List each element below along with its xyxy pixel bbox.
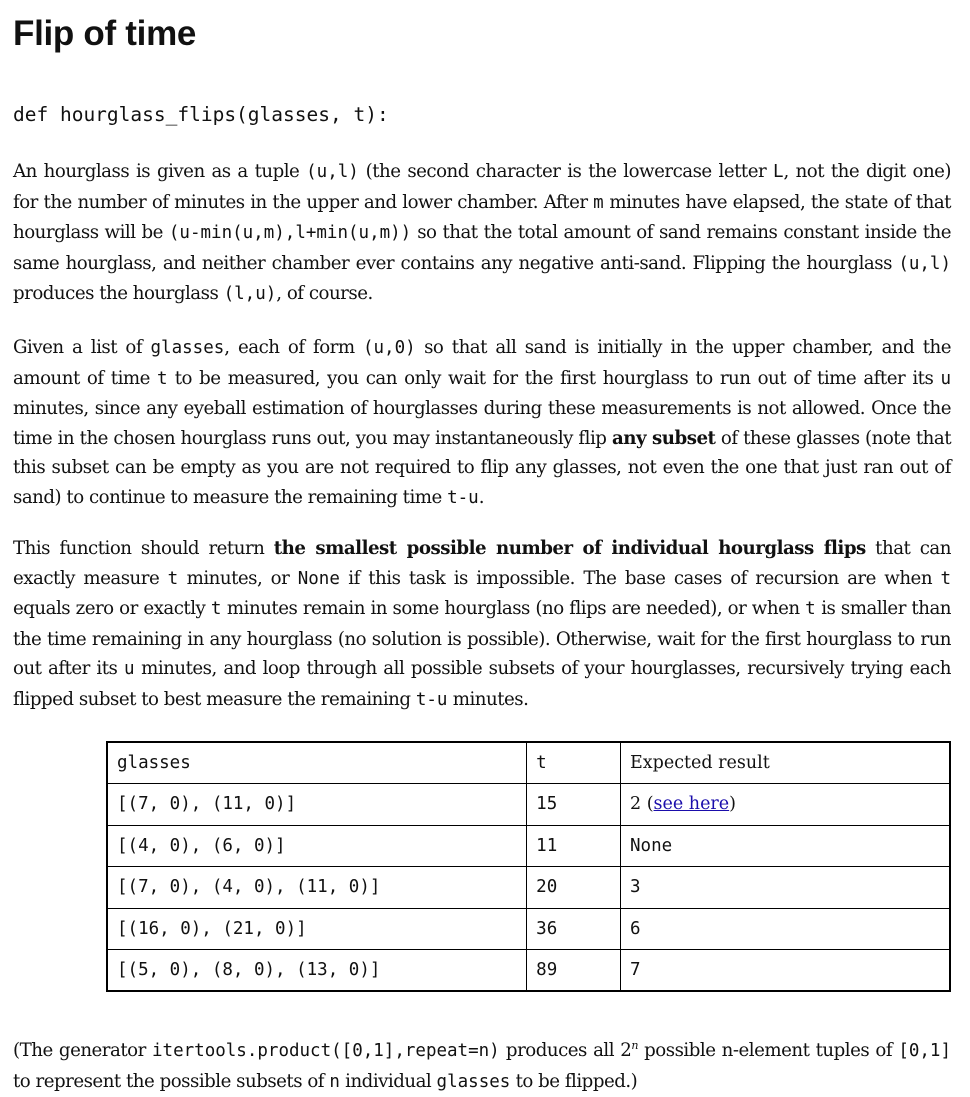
code-span: t [210, 599, 222, 619]
code-span: m [593, 192, 604, 213]
code-span: u [940, 368, 951, 389]
text-run: An hourglass is given as a tuple [13, 161, 307, 182]
code-span: (u,0) [362, 338, 416, 358]
cell-expected: 3 [621, 867, 950, 909]
text-run: possible n-element tuples of [637, 1040, 899, 1061]
code-span: t [157, 368, 168, 389]
text-run: , not the digit one) for the number of minutes in the upper and lower chamber. After [13, 161, 952, 213]
cell-expected [621, 784, 950, 826]
code-span: itertools.product([0,1],repeat=n) [152, 1041, 500, 1061]
page-title: Flip of time [13, 14, 197, 53]
code-span: (u-min(u,m),l+min(u,m)) [168, 223, 412, 243]
text-run: individual [339, 1070, 437, 1092]
see-here-link[interactable]: see here [653, 794, 730, 815]
examples-table [106, 741, 951, 992]
cell-expected: None [621, 825, 950, 867]
code-span: None [297, 568, 340, 589]
function-signature: def hourglass_flips(glasses, t): [13, 103, 389, 126]
code-span: t [167, 568, 179, 589]
cell-t: 36 [527, 908, 621, 950]
table-row [107, 867, 950, 909]
header-glasses: glasses [107, 742, 527, 784]
code-span: t-u [447, 487, 479, 508]
text-run: minutes, and loop through all possible subsets of your hourglasses, recursively trying each flipped subset to best measure the remaining [13, 658, 951, 710]
code-span: (u,l) [306, 162, 359, 182]
cell-glasses: [(4, 0), (6, 0)] [107, 825, 527, 867]
text-run: minutes, since any eyeball estimation of hourglasses during these measurements is not allowed. Once the time in the chosen hourglass runs out, you may instantaneously flip [13, 398, 951, 449]
code-span: (u,l) [898, 253, 951, 274]
link-open-paren: ( [641, 794, 654, 815]
footnote-paragraph [13, 1036, 951, 1097]
bold-text: any subset [611, 427, 716, 449]
table-header-row [107, 742, 950, 784]
text-run: so that the total amount of sand remains constant inside the same hourglass, and neither chamber ever contains any negative anti-sand. Flipping the hourglass [13, 222, 951, 274]
text-run: produces the hourglass [13, 283, 224, 304]
link-close-paren: ) [729, 794, 736, 815]
text-run: of these glasses (note that this subset can be empty as you are not required to flip any glasses, not even the one that just ran out of sand) to continue to measure the remaining time [13, 427, 952, 508]
text-run: , of course. [276, 283, 373, 304]
code-span: glasses [436, 1071, 511, 1092]
table-row [107, 950, 950, 992]
code-span: t [940, 568, 951, 589]
table-row [107, 908, 950, 950]
table-row [107, 784, 950, 826]
code-span: t-u [415, 689, 448, 710]
text-run: Given a list of [13, 337, 151, 358]
header-expected-result: Expected result [621, 742, 950, 784]
text-run: (the second character is the lowercase letter [358, 161, 773, 182]
text-run: produces all 2 [499, 1040, 632, 1061]
text-run: that can exactly measure [13, 538, 951, 589]
cell-expected: 6 [621, 908, 950, 950]
cell-expected: 7 [621, 950, 950, 992]
code-span: L [772, 162, 784, 182]
bold-text: the smallest possible number of individual hourglass flips [273, 538, 866, 559]
code-span: u [123, 659, 135, 679]
table-row [107, 825, 950, 867]
text-run: minutes remain in some hourglass (no flips are needed), or when [221, 598, 806, 619]
cell-glasses: [(5, 0), (8, 0), (13, 0)] [107, 950, 527, 992]
cell-t: 89 [527, 950, 621, 992]
text-run: equals zero or exactly [13, 598, 211, 619]
text-run: This function should return [13, 538, 274, 559]
cell-glasses: [(16, 0), (21, 0)] [107, 908, 527, 950]
superscript: n [631, 1038, 638, 1052]
text-run: to represent the possible subsets of [13, 1070, 330, 1092]
code-span: t [805, 599, 816, 619]
text-run: to be measured, you can only wait for the first hourglass to run out of time after its [167, 367, 941, 389]
text-run: minutes have elapsed, the state of that hourglass will be [13, 191, 951, 243]
text-run: , each of form [224, 337, 363, 358]
cell-glasses: [(7, 0), (11, 0)] [107, 784, 527, 826]
cell-t: 20 [527, 867, 621, 909]
text-run: . [478, 486, 484, 508]
text-run: minutes. [447, 688, 529, 710]
text-run: (The generator [13, 1040, 153, 1061]
cell-t: 11 [527, 825, 621, 867]
code-span: [0,1] [898, 1041, 952, 1061]
cell-glasses: [(7, 0), (4, 0), (11, 0)] [107, 867, 527, 909]
code-span: n [329, 1071, 340, 1092]
text-run: minutes, or [178, 567, 298, 589]
code-span: (l,u) [223, 284, 277, 304]
description-paragraph-1 [13, 157, 951, 310]
description-paragraph-2 [13, 333, 951, 513]
text-run: is smaller than the time remaining in any hourglass (no solution is possible). Otherwise, wait for the first hourglass to run out after its [13, 598, 952, 679]
text-run: so that all sand is initially in the upper chamber, and the amount of time [13, 337, 951, 389]
expected-value: 2 [630, 794, 642, 815]
text-run: if this task is impossible. The base cases of recursion are when [339, 567, 941, 589]
header-t: t [527, 742, 621, 784]
description-paragraph-3 [13, 534, 951, 715]
cell-t: 15 [527, 784, 621, 826]
text-run: to be flipped.) [510, 1070, 638, 1092]
code-span: glasses [150, 338, 225, 358]
